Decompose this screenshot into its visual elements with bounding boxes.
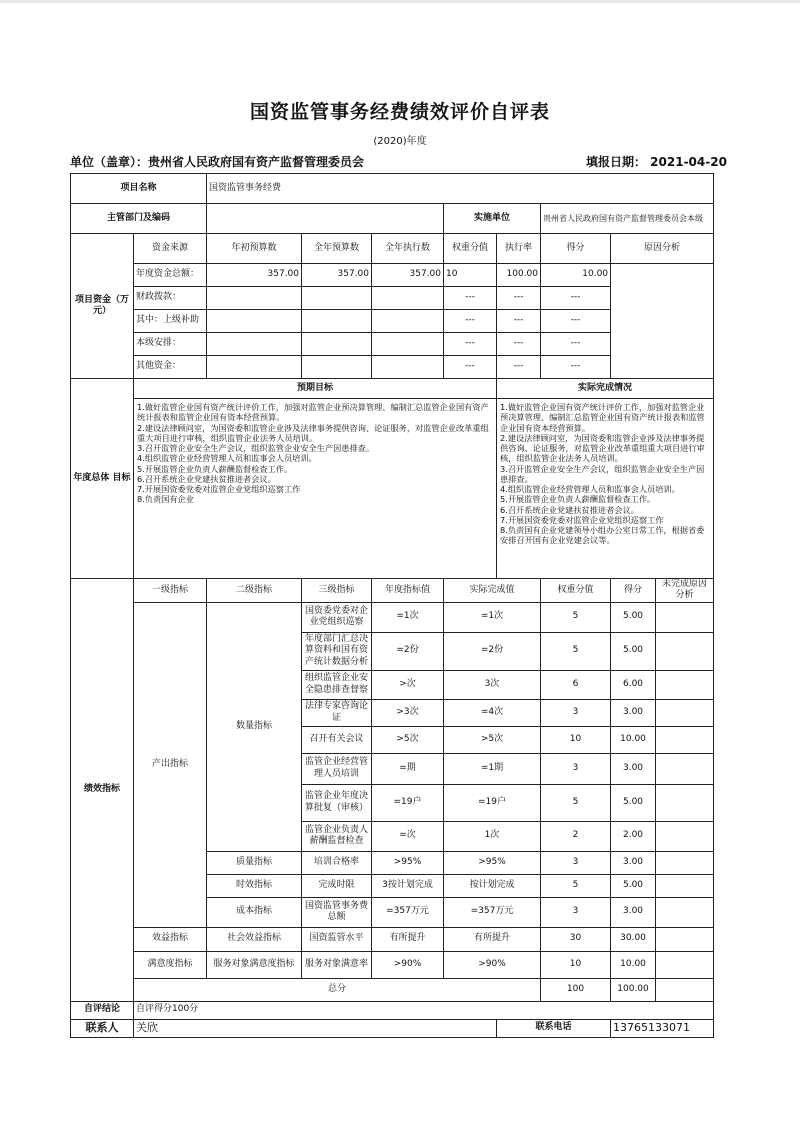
- indicator-name: 监管企业经营管理人员培训: [302, 753, 372, 784]
- indicator-target: =2份: [372, 632, 444, 670]
- indicator-name: 国资监管水平: [302, 927, 372, 951]
- indicator-name: 法律专家咨询论证: [302, 699, 372, 726]
- indicator-score: 6.00: [611, 670, 656, 699]
- dept-label: 主管部门及编码: [71, 204, 207, 234]
- actual-completion-header: 实际完成情况: [497, 379, 714, 399]
- funds-score: ---: [541, 310, 611, 333]
- funds-header-initial: 年初预算数: [207, 234, 302, 264]
- indicator-weight: 3: [541, 851, 611, 874]
- total-reason: [656, 978, 714, 1001]
- indicator-reason: [656, 951, 714, 978]
- funds-reason-cell: [611, 264, 714, 379]
- funds-header-executed: 全年执行数: [372, 234, 444, 264]
- perf-header-level2: 二级指标: [207, 579, 302, 603]
- indicator-weight: 5: [541, 632, 611, 670]
- planned-goals-header: 预期目标: [134, 379, 497, 399]
- funds-executed: [372, 310, 444, 333]
- conclusion-value: 自评得分100分: [134, 1001, 714, 1019]
- indicator-row: [71, 602, 714, 632]
- indicator-target: =19户: [372, 784, 444, 821]
- funds-score: ---: [541, 333, 611, 356]
- funds-score: ---: [541, 356, 611, 379]
- funds-annual: [302, 310, 372, 333]
- funds-header-row: [71, 234, 714, 264]
- indicator-reason: [656, 632, 714, 670]
- indicator-name: 组织监管企业安全隐患排查督察: [302, 670, 372, 699]
- funds-initial: [207, 310, 302, 333]
- goals-content-row: [71, 399, 714, 579]
- contact-label: 联系人: [71, 1019, 134, 1037]
- department-row: [71, 204, 714, 234]
- indicator-actual: =1期: [444, 753, 541, 784]
- planned-goals-text: 1.做好监管企业国有资产统计评价工作，加强对监管企业预决算管理、编制汇总监管企业国有资产统计报表和监管企业国有资本经营预算。 2.建设法律顾问室，为国资委和监管企业涉及法律事务提供咨询、论证服务，对监管企业改革重组重大项目进行审核，组织监管企业法务人员培训。 3.召开监管企业安全生产会议，组织监管企业安全生产因患排查。 4.组织监管企业经营管理人员和监事会人员培训。 5.开展监管企业负责人薪酬监督检查工作。 6.召开系统企业党建扶贫推进者会议。 7.开展国资委党委对监管企业党组织巡察工作 8.负责国有企业: [134, 399, 497, 579]
- indicator-score: 3.00: [611, 851, 656, 874]
- indicator-weight: 5: [541, 874, 611, 897]
- project-name-row: [71, 174, 714, 204]
- level2-social-benefit: 社会效益指标: [207, 927, 302, 951]
- indicator-target: >3次: [372, 699, 444, 726]
- indicator-actual: >90%: [444, 951, 541, 978]
- funds-header-source: 资金来源: [134, 234, 207, 264]
- report-year: (2020)年度: [373, 136, 427, 147]
- funds-rate: ---: [497, 356, 541, 379]
- indicator-actual: 按计划完成: [444, 874, 541, 897]
- indicator-reason: [656, 821, 714, 851]
- conclusion-label: 自评结论: [71, 1001, 134, 1019]
- actual-completion-text: 1.做好监管企业国有资产统计评价工作，加强对监管企业预决算管理、编制汇总监管企业国有资产统计报表和监管企业国有资本经营预算。 2.建设法律顾问室，为国资委和监管企业涉及法律事务提供咨询、论证服务，对监管企业改革重组重大项目进行审核，组织监管企业法务人员培训。 3.召开监管企业安全生产会议，组织监管企业安全生产因患排查。 4.组织监管企业经营管理人员和监事会人员培训。 5.开展监管企业负责人薪酬监督检查工作。 6.召开系统企业党建扶贫推进者会议。 7.开展国资委党委对监管企业党组织巡察工作 8.负责国有企业党建领导小组办公室日常工作，根据省委安排召开国有企业党建会议等。: [497, 399, 714, 579]
- indicator-reason: [656, 670, 714, 699]
- indicator-score: 3.00: [611, 897, 656, 927]
- perf-header-level1: 一级指标: [134, 579, 207, 603]
- indicator-target: >90%: [372, 951, 444, 978]
- indicator-weight: 3: [541, 897, 611, 927]
- evaluation-table: [70, 173, 714, 1038]
- level2-cost: 成本指标: [207, 897, 302, 927]
- indicator-actual: =1次: [444, 602, 541, 632]
- impl-unit-label: 实施单位: [444, 204, 541, 234]
- indicator-score: 3.00: [611, 753, 656, 784]
- funds-executed: [372, 333, 444, 356]
- indicator-weight: 6: [541, 670, 611, 699]
- funds-header-weight: 权重分值: [444, 234, 497, 264]
- performance-header-row: [71, 579, 714, 603]
- level1-satisfaction: 满意度指标: [134, 951, 207, 978]
- perf-header-reason: 未完成原因分析: [656, 579, 714, 603]
- indicator-actual: =357万元: [444, 897, 541, 927]
- indicator-target: >5次: [372, 726, 444, 753]
- funds-rate: 100.00: [497, 264, 541, 287]
- indicator-score: 2.00: [611, 821, 656, 851]
- funds-rate: ---: [497, 287, 541, 310]
- funds-header-score: 得分: [541, 234, 611, 264]
- funds-weight: ---: [444, 310, 497, 333]
- indicator-score: 5.00: [611, 602, 656, 632]
- total-label: 总分: [134, 978, 541, 1001]
- funds-executed: 357.00: [372, 264, 444, 287]
- funds-row-label: 其他资金：: [134, 356, 207, 379]
- project-name-label: 项目名称: [71, 174, 207, 204]
- indicator-weight: 5: [541, 602, 611, 632]
- level2-quality: 质量指标: [207, 851, 302, 874]
- indicator-score: 5.00: [611, 874, 656, 897]
- indicator-actual: 1次: [444, 821, 541, 851]
- indicator-target: =期: [372, 753, 444, 784]
- total-weight: 100: [541, 978, 611, 1001]
- indicator-weight: 10: [541, 726, 611, 753]
- indicator-name: 国资监管事务费总额: [302, 897, 372, 927]
- funds-annual: [302, 287, 372, 310]
- indicator-actual: >95%: [444, 851, 541, 874]
- perf-header-actual: 实际完成值: [444, 579, 541, 603]
- indicator-target: =1次: [372, 602, 444, 632]
- funds-initial: [207, 333, 302, 356]
- indicator-actual: =4次: [444, 699, 541, 726]
- indicator-weight: 3: [541, 753, 611, 784]
- indicator-reason: [656, 699, 714, 726]
- indicator-score: 5.00: [611, 632, 656, 670]
- perf-header-weight: 权重分值: [541, 579, 611, 603]
- perf-header-target: 年度指标值: [372, 579, 444, 603]
- funds-annual: [302, 356, 372, 379]
- funds-header-annual: 全年预算数: [302, 234, 372, 264]
- funds-initial: 357.00: [207, 264, 302, 287]
- dept-value: [207, 204, 444, 234]
- funds-score: ---: [541, 287, 611, 310]
- level2-quantity: 数量指标: [207, 602, 302, 851]
- indicator-target: 3按计划完成: [372, 874, 444, 897]
- funds-rate: ---: [497, 310, 541, 333]
- indicator-target: >次: [372, 670, 444, 699]
- indicator-reason: [656, 784, 714, 821]
- indicator-reason: [656, 753, 714, 784]
- indicator-actual: =2份: [444, 632, 541, 670]
- phone-label: 联系电话: [497, 1019, 611, 1037]
- indicator-target: 有所提升: [372, 927, 444, 951]
- indicator-score: 10.00: [611, 726, 656, 753]
- conclusion-row: [71, 1001, 714, 1019]
- indicator-weight: 5: [541, 784, 611, 821]
- level1-output: 产出指标: [134, 602, 207, 927]
- total-score: 100.00: [611, 978, 656, 1001]
- funds-weight: ---: [444, 287, 497, 310]
- funds-weight: ---: [444, 356, 497, 379]
- indicator-reason: [656, 602, 714, 632]
- funds-score: 10.00: [541, 264, 611, 287]
- funds-row-label: 其中：上级补助: [134, 310, 207, 333]
- indicator-name: 服务对象满意率: [302, 951, 372, 978]
- funds-header-reason: 原因分析: [611, 234, 714, 264]
- goals-header-row: [71, 379, 714, 399]
- indicator-score: 10.00: [611, 951, 656, 978]
- funds-initial: [207, 287, 302, 310]
- indicator-score: 5.00: [611, 784, 656, 821]
- impl-unit-value: 贵州省人民政府国有资产监督管理委员会本级: [541, 204, 714, 234]
- funds-row-label: 年度资金总额：: [134, 264, 207, 287]
- level1-benefit: 效益指标: [134, 927, 207, 951]
- funds-initial: [207, 356, 302, 379]
- goals-section-label: 年度总体 目标: [71, 379, 134, 579]
- performance-section-label: 绩效指标: [71, 579, 134, 1002]
- funds-rate: ---: [497, 333, 541, 356]
- indicator-weight: 3: [541, 699, 611, 726]
- reporting-unit: 单位（盖章）：贵州省人民政府国有资产监督管理委员会: [70, 155, 365, 169]
- indicator-reason: [656, 726, 714, 753]
- page-title: 国资监管事务经费绩效评价自评表: [249, 101, 550, 123]
- total-row: [71, 978, 714, 1001]
- funds-executed: [372, 356, 444, 379]
- funds-section-label: 项目资金（万元）: [71, 234, 134, 379]
- indicator-target: =次: [372, 821, 444, 851]
- indicator-name: 召开有关会议: [302, 726, 372, 753]
- indicator-actual: =19户: [444, 784, 541, 821]
- indicator-reason: [656, 874, 714, 897]
- indicator-reason: [656, 927, 714, 951]
- funds-row-label: 财政拨款：: [134, 287, 207, 310]
- benefit-row: [71, 927, 714, 951]
- indicator-weight: 10: [541, 951, 611, 978]
- level2-service-satisfaction: 服务对象满意度指标: [207, 951, 302, 978]
- indicator-weight: 2: [541, 821, 611, 851]
- indicator-reason: [656, 897, 714, 927]
- indicator-score: 3.00: [611, 699, 656, 726]
- level2-timeliness: 时效指标: [207, 874, 302, 897]
- indicator-reason: [656, 851, 714, 874]
- funds-row-label: 本级安排：: [134, 333, 207, 356]
- contact-row: [71, 1019, 714, 1037]
- funds-executed: [372, 287, 444, 310]
- indicator-weight: 30: [541, 927, 611, 951]
- scan-edge: [0, 0, 800, 3]
- funds-row: [71, 264, 714, 287]
- indicator-score: 30.00: [611, 927, 656, 951]
- indicator-actual: 3次: [444, 670, 541, 699]
- indicator-actual: 有所提升: [444, 927, 541, 951]
- indicator-actual: >5次: [444, 726, 541, 753]
- funds-annual: [302, 333, 372, 356]
- contact-value: 关欣: [134, 1019, 497, 1037]
- funds-annual: 357.00: [302, 264, 372, 287]
- funds-weight: 10: [444, 264, 497, 287]
- indicator-name: 监管企业负责人薪酬监督检查: [302, 821, 372, 851]
- indicator-name: 国资委党委对企业党组织巡察: [302, 602, 372, 632]
- indicator-name: 完成时限: [302, 874, 372, 897]
- indicator-name: 年度部门汇总决算资料和国有资产统计数据分析: [302, 632, 372, 670]
- indicator-target: =357万元: [372, 897, 444, 927]
- perf-header-level3: 三级指标: [302, 579, 372, 603]
- perf-header-score: 得分: [611, 579, 656, 603]
- project-name-value: 国资监管事务经费: [207, 174, 714, 204]
- indicator-name: 培训合格率: [302, 851, 372, 874]
- funds-weight: ---: [444, 333, 497, 356]
- satisfaction-row: [71, 951, 714, 978]
- phone-value: 13765133071: [611, 1019, 714, 1037]
- indicator-name: 监管企业年度决算批复（审核）: [302, 784, 372, 821]
- indicator-target: >95%: [372, 851, 444, 874]
- report-date: 填报日期： 2021-04-20: [586, 155, 727, 169]
- funds-header-rate: 执行率: [497, 234, 541, 264]
